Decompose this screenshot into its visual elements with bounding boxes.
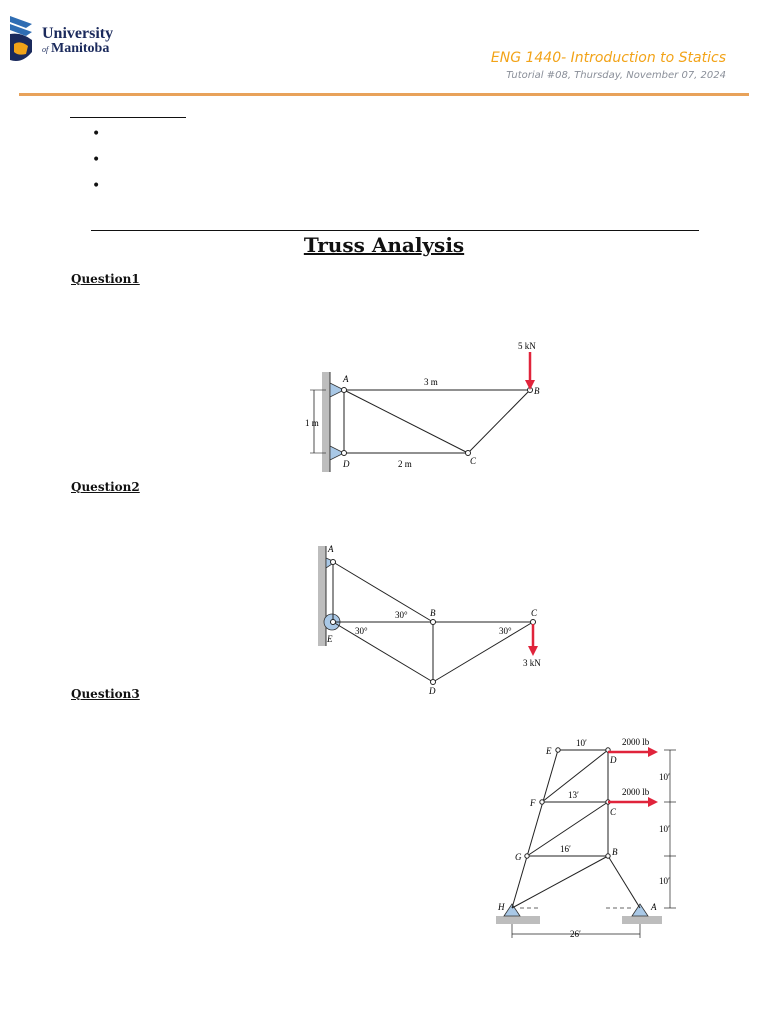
q3-node-h: H xyxy=(498,902,505,912)
bullet-1: • xyxy=(92,126,101,142)
logo-of: of xyxy=(42,45,49,54)
question2-truss-figure xyxy=(305,540,575,700)
bullet-3: • xyxy=(92,178,101,194)
question3-label: Question3 xyxy=(71,687,140,701)
q2-node-b: B xyxy=(430,608,436,618)
q3-load-d: 2000 lb xyxy=(622,737,650,747)
q3-node-c: C xyxy=(610,807,617,817)
q1-span-bottom: 2 m xyxy=(398,459,412,469)
q1-node-d: D xyxy=(343,459,350,469)
q3-dim-h3: 10′ xyxy=(659,876,670,886)
q3-dim-h1: 10′ xyxy=(659,772,670,782)
q1-node-c: C xyxy=(470,456,477,466)
q3-node-b: B xyxy=(612,847,618,857)
q3-load-c: 2000 lb xyxy=(622,787,650,797)
page-title: Truss Analysis xyxy=(303,233,465,257)
q2-node-c: C xyxy=(531,608,538,618)
question1-truss-figure xyxy=(300,338,560,478)
q3-node-g: G xyxy=(515,852,522,862)
q3-node-d: D xyxy=(610,755,617,765)
q1-node-a: A xyxy=(343,374,349,384)
logo-line1: University xyxy=(42,25,114,42)
header-rule xyxy=(19,93,749,96)
q2-angle-ab: 30° xyxy=(395,610,408,620)
question2-label: Question2 xyxy=(71,480,140,494)
q2-node-a: A xyxy=(328,544,334,554)
q2-node-d: D xyxy=(429,686,436,696)
q3-dim-fc: 13′ xyxy=(568,790,579,800)
logo-line2: Manitoba xyxy=(51,41,110,56)
q3-dim-h2: 10′ xyxy=(659,824,670,834)
q3-dim-ha: 26′ xyxy=(570,929,581,939)
bullet-2: • xyxy=(92,152,101,168)
q3-node-f: F xyxy=(530,798,536,808)
university-logo xyxy=(8,14,128,68)
q1-span-top: 3 m xyxy=(424,377,438,387)
q1-node-b: B xyxy=(534,386,540,396)
q1-load-label: 5 kN xyxy=(518,341,536,351)
course-title: ENG 1440- Introduction to Statics xyxy=(490,50,726,66)
section-rule xyxy=(91,230,699,231)
q3-dim-gb: 16′ xyxy=(560,844,571,854)
q3-node-a: A xyxy=(651,902,657,912)
q1-height: 1 m xyxy=(305,418,319,428)
question1-label: Question1 xyxy=(71,272,140,286)
q2-angle-eb: 30° xyxy=(355,626,368,636)
q3-dim-ed: 10′ xyxy=(576,738,587,748)
q2-load-label: 3 kN xyxy=(523,658,541,668)
q2-node-e: E xyxy=(327,634,333,644)
q2-angle-cd: 30° xyxy=(499,626,512,636)
q3-node-e: E xyxy=(546,746,552,756)
question3-truss-figure xyxy=(490,732,690,942)
tutorial-date: Tutorial #08, Thursday, November 07, 2024 xyxy=(506,70,726,81)
bison-crest-icon xyxy=(8,14,38,66)
objectives-underline xyxy=(70,117,186,118)
